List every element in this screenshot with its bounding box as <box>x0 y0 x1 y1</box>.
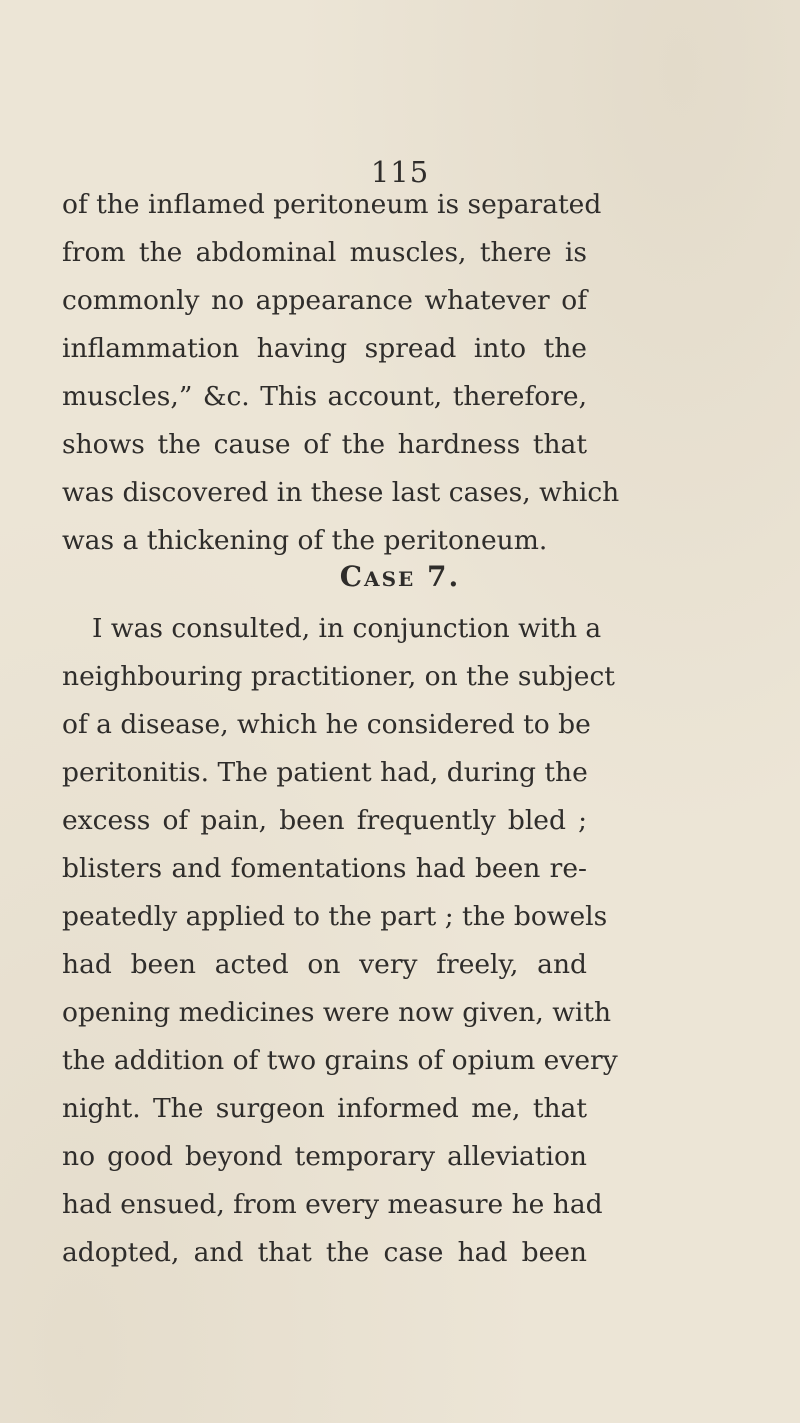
case-heading: Case 7. <box>339 560 461 593</box>
text-line: neighbouring practitioner, on the subject <box>62 661 615 692</box>
text-line: from the abdominal muscles, there is <box>62 237 587 268</box>
text-line: excess of pain, been frequently bled ; <box>62 805 587 836</box>
text-line: had ensued, from every measure he had <box>62 1189 603 1220</box>
page-number: 115 <box>370 155 430 189</box>
text-line: of a disease, which he considered to be <box>62 709 591 740</box>
text-line: the addition of two grains of opium every <box>62 1045 618 1076</box>
text-line: had been acted on very freely, and <box>62 949 587 980</box>
text-line: inflammation having spread into the <box>62 333 587 364</box>
text-line: peatedly applied to the part ; the bowels <box>62 901 608 932</box>
text-line: no good beyond temporary alleviation <box>62 1141 587 1172</box>
text-line: peritonitis. The patient had, during the <box>62 757 588 788</box>
text-line: was discovered in these last cases, which <box>62 477 620 508</box>
text-line: opening medicines were now given, with <box>62 997 612 1028</box>
text-line: blisters and fomentations had been re- <box>62 853 587 884</box>
text-line: commonly no appearance whatever of <box>62 285 587 316</box>
text-line: shows the cause of the hardness that <box>62 429 587 460</box>
text-line: of the inflamed peritoneum is separated <box>62 189 602 220</box>
text-line: I was consulted, in conjunction with a <box>92 613 602 644</box>
text-line: night. The surgeon informed me, that <box>62 1093 587 1124</box>
text-line: was a thickening of the peritoneum. <box>62 525 548 556</box>
text-line: muscles,” &c. This account, therefore, <box>62 381 587 412</box>
text-line: adopted, and that the case had been <box>62 1237 587 1268</box>
